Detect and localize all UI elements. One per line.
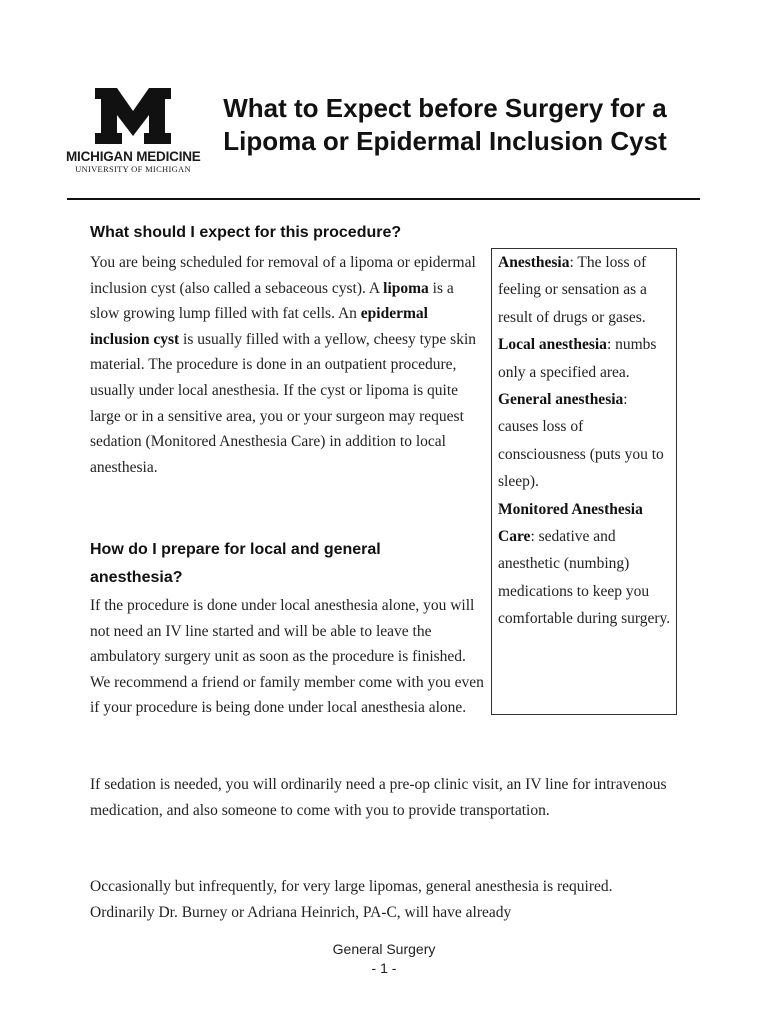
- page-number: - 1 -: [371, 960, 397, 976]
- definition-term: Monitored Anesthesia Care: [498, 500, 643, 546]
- section-paragraph-general: Occasionally but infrequently, for very large lipomas, general anesthesia is required. Ordinarily Dr. Burney or Adriana Heinrich, PA-C, will have already: [90, 878, 613, 921]
- section-paragraph-sedation: If sedation is needed, you will ordinarily need a pre-op clinic visit, an IV line for intravenous medication, and also someone to come with you to provide transportation.: [90, 776, 667, 819]
- footer-department: General Surgery: [332, 941, 436, 957]
- term-epidermal-inclusion-cyst: epidermal inclusion cyst: [90, 305, 428, 348]
- section-heading-prepare: [90, 536, 381, 592]
- paragraph-text: is usually filled with a yellow, cheesy type skin material. The procedure is done in an outpatient procedure, usually under local anesthesia. If the cyst or lipoma is quite large or in a sensitive area, you or your surgeon may request sedation (Monitored Anesthesia Care) in addition to local anesthesia.: [90, 330, 477, 476]
- definition-anesthesia: [498, 249, 671, 331]
- heading-line: anesthesia?: [90, 569, 183, 586]
- definition-general-anesthesia: [498, 386, 671, 496]
- paragraph-text: is a slow growing lump filled with fat cells. An: [90, 279, 454, 323]
- michigan-medicine-logo: [66, 88, 200, 174]
- definition-monitored-anesthesia-care: [498, 496, 671, 633]
- definition-local-anesthesia: [498, 331, 671, 386]
- definitions-box: [491, 248, 677, 715]
- logo-subtitle: UNIVERSITY OF MICHIGAN: [75, 164, 191, 174]
- definition-text: : The loss of feeling or sensation as a result of drugs or gases.: [498, 254, 647, 326]
- definition-term: Anesthesia: [498, 254, 570, 271]
- heading-line: How do I prepare for local and general: [90, 541, 381, 558]
- section-paragraph-local: If the procedure is done under local anesthesia alone, you will not need an IV line started and will be able to leave the ambulatory surgery unit as soon as the procedure is finished. We recommend a friend or family member come with you even if your procedure is being done under local anesthesia alone.: [90, 597, 484, 717]
- header-divider: [67, 198, 700, 200]
- definition-term: Local anesthesia: [498, 336, 607, 354]
- definition-term: General anesthesia: [498, 391, 624, 409]
- logo-name: MICHIGAN MEDICINE: [66, 149, 201, 164]
- paragraph-text: You are being scheduled for removal of a lipoma or epidermal inclusion cyst (also called a sebaceous cyst). A: [90, 254, 476, 297]
- block-m-icon: [95, 88, 171, 144]
- definition-text: : sedative and anesthetic (numbing) medications to keep you comfortable during surgery.: [498, 528, 671, 628]
- definition-text: : causes loss of consciousness (puts you to sleep).: [498, 391, 664, 491]
- term-lipoma: lipoma: [383, 279, 429, 297]
- section-heading-expect: What should I expect for this procedure?: [90, 224, 402, 241]
- document-title: What to Expect before Surgery for a Lipoma or Epidermal Inclusion Cyst: [223, 93, 667, 156]
- section-paragraph-expect: [90, 250, 482, 480]
- definition-text: : numbs only a specified area.: [498, 336, 657, 381]
